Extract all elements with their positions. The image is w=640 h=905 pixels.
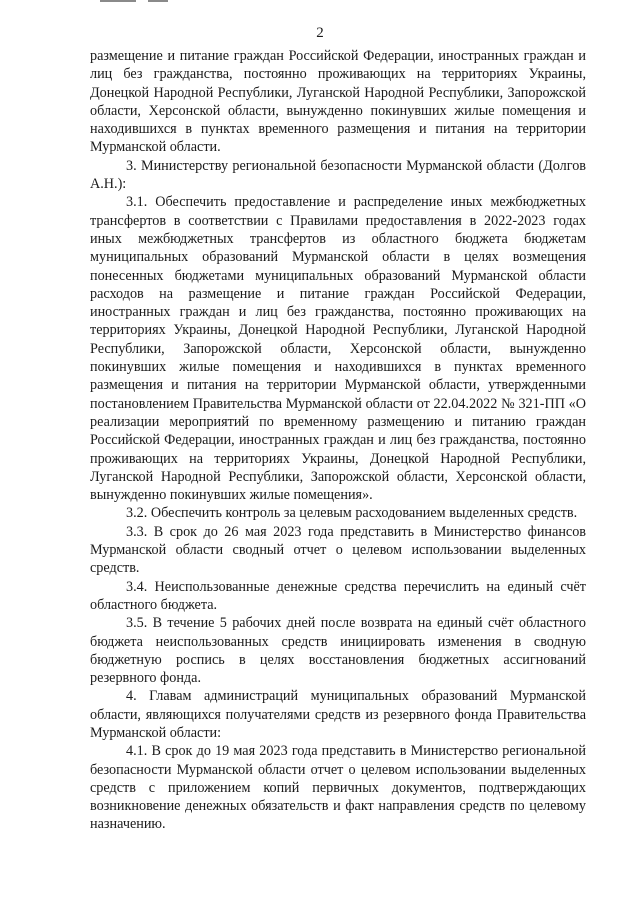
document-body (90, 47, 586, 834)
paragraph-item-3-2: 3.2. Обеспечить контроль за целевым расходованием выделенных средств. (126, 505, 578, 522)
paragraph-item-3-4: 3.4. Неиспользованные денежные средства перечислить на единый счёт областного бюджета. (90, 578, 586, 613)
paragraph-item-4: 4. Главам администраций муниципальных образований Мурманской области, являющихся получателями средств из резервного фонда Правительства Мурманской области: (90, 688, 586, 741)
paragraph-item-3-1: 3.1. Обеспечить предоставление и распределение иных межбюджетных трансфертов в соответствии с Правилами предоставления в 2022-2023 годах иных межбюджетных трансфертов из областного бюджета бюджетам муниципальных образований Мурманской области в целях возмещения понесенных бюджетами муниципальных образований Мурманской области расходов на размещение и питание граждан Российской Федерации, иностранных граждан и лиц без гражданства, постоянно проживающих на территориях Украины, Донецкой Народной Республики, Луганской Народной Республики, Запорожской области, Херсонской области, вынужденно покинувших жилые помещения и находившихся в пунктах временного размещения и питания на территории Мурманской области, утвержденными постановлением Правительства Мурманской области от 22.04.2022 № 321-ПП «О реализации мероприятий по временному размещению и питанию граждан Российской Федерации, иностранных граждан и лиц без гражданства, постоянно проживающих на территориях Украины, Донецкой Народной Республики, Луганской Народной Республики, Запорожской области, Херсонской области, вынужденно покинувших жилые помещения». (90, 194, 586, 504)
scan-edge-mark (148, 0, 168, 2)
paragraph-item-3: 3. Министерству региональной безопасности Мурманской области (Долгов А.Н.): (90, 157, 586, 193)
paragraph-item-3-3: 3.3. В срок до 26 мая 2023 года представить в Министерство финансов Мурманской области сводный отчет о целевом использовании выделенных средств. (90, 523, 586, 577)
paragraph-item-4-1: 4.1. В срок до 19 мая 2023 года представить в Министерство региональной безопасности Мурманской области отчет о целевом использовании выделенных средств с приложением копий первичных документов, подтверждающих возникновение денежных обязательств и факт направления средств по целевому назначению. (90, 743, 586, 833)
scan-edge-mark (100, 0, 136, 2)
paragraph-continuation: размещение и питание граждан Российской Федерации, иностранных граждан и лиц без гражданства, постоянно проживающих на территориях Украины, Донецкой Народной Республики, Луганской Народной Республики, Запорожской области, Херсонской области, вынужденно покинувших жилые помещения и находившихся в пунктах временного размещения и питания на территории Мурманской области. (90, 48, 586, 156)
page-number: 2 (316, 25, 324, 41)
paragraph-item-3-5: 3.5. В течение 5 рабочих дней после возврата на единый счёт областного бюджета неиспользованных средств инициировать изменения в сводную бюджетную роспись в целях восстановления бюджетных ассигнований резервного фонда. (90, 615, 586, 687)
